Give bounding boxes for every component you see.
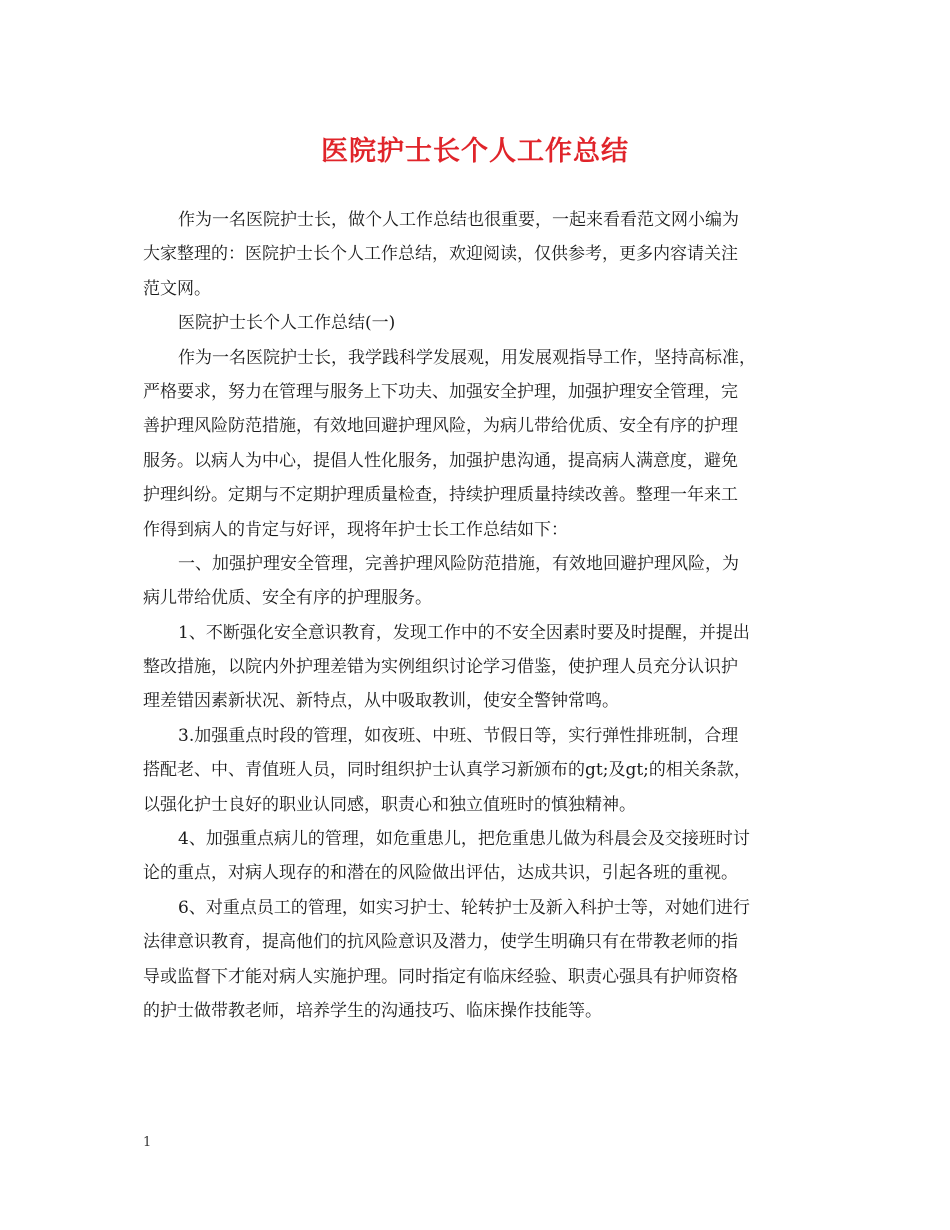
text-line: 范文网。: [143, 278, 211, 299]
text-line: 服务。以病人为中心，提倡人性化服务，加强护患沟通，提高病人满意度，避免: [143, 450, 738, 471]
document-title: 医院护士长个人工作总结: [321, 136, 629, 167]
text-line: 医院护士长个人工作总结(一): [178, 313, 396, 334]
text-line: 法律意识教育，提高他们的抗风险意识及潜力，使学生明确只有在带教老师的指: [143, 932, 738, 953]
text-line: 论的重点，对病人现存的和潜在的风险做出评估，达成共识，引起各班的重视。: [143, 863, 738, 884]
text-line: 3.加强重点时段的管理，如夜班、中班、节假日等，实行弹性排班制，合理: [178, 725, 739, 746]
text-line: 严格要求，努力在管理与服务上下功夫、加强安全护理，加强护理安全管理，完: [143, 381, 738, 402]
text-line: 搭配老、中、青值班人员，同时组织护士认真学习新颁布的gt;及gt;的相关条款，: [143, 760, 751, 781]
text-line: 的护士做带教老师，培养学生的沟通技巧、临床操作技能等。: [143, 1000, 602, 1021]
document-body: [143, 203, 811, 1028]
text-line: 一、加强护理安全管理，完善护理风险防范措施，有效地回避护理风险，为: [178, 553, 739, 574]
text-line: 护理纠纷。定期与不定期护理质量检查，持续护理质量持续改善。整理一年来工: [143, 485, 738, 506]
text-line: 6、对重点员工的管理，如实习护士、轮转护士及新入科护士等，对她们进行: [178, 897, 750, 918]
text-line: 大家整理的：医院护士长个人工作总结，欢迎阅读，仅供参考，更多内容请关注: [143, 244, 738, 265]
text-line: 理差错因素新状况、新特点，从中吸取教训，使安全警钟常鸣。: [143, 691, 619, 712]
text-line: 导或监督下才能对病人实施护理。同时指定有临床经验、职责心强具有护师资格: [143, 966, 738, 987]
page-number: 1: [143, 1135, 152, 1150]
text-line: 整改措施，以院内外护理差错为实例组织讨论学习借鉴，使护理人员充分认识护: [143, 657, 738, 678]
text-line: 善护理风险防范措施，有效地回避护理风险，为病儿带给优质、安全有序的护理: [143, 416, 738, 437]
text-line: 病儿带给优质、安全有序的护理服务。: [143, 588, 432, 609]
text-line: 以强化护士良好的职业认同感，职责心和独立值班时的慎独精神。: [143, 794, 636, 815]
text-line: 作得到病人的肯定与好评，现将年护士长工作总结如下：: [143, 519, 568, 540]
text-line: 1、不断强化安全意识教育，发现工作中的不安全因素时要及时提醒，并提出: [178, 622, 750, 643]
text-line: 4、加强重点病儿的管理，如危重患儿，把危重患儿做为科晨会及交接班时讨: [178, 829, 750, 850]
text-line: 作为一名医院护士长，做个人工作总结也很重要，一起来看看范文网小编为: [178, 210, 739, 230]
text-line: 作为一名医院护士长，我学践科学发展观，用发展观指导工作，坚持高标准，: [178, 347, 756, 368]
